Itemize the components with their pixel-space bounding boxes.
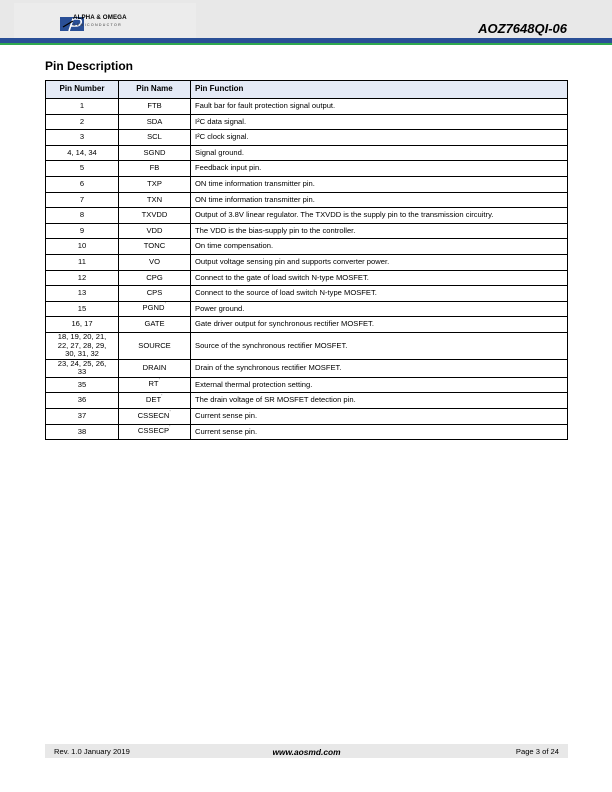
page-footer bbox=[45, 744, 568, 758]
pin-number-cell: 15 bbox=[46, 301, 119, 317]
pin-number-cell: 36 bbox=[46, 393, 119, 409]
pin-function-cell: Feedback input pin. bbox=[191, 161, 568, 177]
table-row bbox=[46, 377, 568, 393]
table-row bbox=[46, 409, 568, 425]
pin-name-cell: VO bbox=[119, 254, 191, 270]
pin-name-cell: VDD bbox=[119, 223, 191, 239]
pin-number-cell: 8 bbox=[46, 208, 119, 224]
pin-name-cell: TONC bbox=[119, 239, 191, 255]
table-row bbox=[46, 254, 568, 270]
pin-function-cell: I²C clock signal. bbox=[191, 130, 568, 146]
pin-function-cell: External thermal protection setting. bbox=[191, 377, 568, 393]
pin-number-cell: 23, 24, 25, 26, 33 bbox=[46, 359, 119, 377]
company-name: ALPHA & OMEGA bbox=[73, 14, 127, 21]
pin-name-cell: SGND bbox=[119, 145, 191, 161]
pin-name-cell: SOURCE bbox=[119, 332, 191, 359]
pin-number-cell: 38 bbox=[46, 424, 119, 440]
pin-number-cell: 10 bbox=[46, 239, 119, 255]
pin-number-cell: 12 bbox=[46, 270, 119, 286]
page-header bbox=[0, 0, 612, 38]
pin-function-cell: ON time information transmitter pin. bbox=[191, 176, 568, 192]
pin-name-cell: GATE bbox=[119, 317, 191, 333]
pin-name-cell: SDA bbox=[119, 114, 191, 130]
pin-number-cell: 2 bbox=[46, 114, 119, 130]
website-link[interactable]: www.aosmd.com bbox=[272, 746, 341, 757]
pin-function-cell: Output voltage sensing pin and supports converter power. bbox=[191, 254, 568, 270]
pin-function-cell: Power ground. bbox=[191, 301, 568, 317]
pin-name-cell: CPS bbox=[119, 286, 191, 302]
pin-number-cell: 5 bbox=[46, 161, 119, 177]
pin-name-cell: TXP bbox=[119, 176, 191, 192]
table-header-row bbox=[46, 81, 568, 99]
pin-number-cell: 35 bbox=[46, 377, 119, 393]
table-row bbox=[46, 424, 568, 440]
table-row bbox=[46, 192, 568, 208]
column-header-pin-name: Pin Name bbox=[119, 81, 191, 99]
table-row bbox=[46, 301, 568, 317]
table-row bbox=[46, 359, 568, 377]
company-subtitle: SEMICONDUCTOR bbox=[73, 23, 122, 27]
pin-name-cell: FB bbox=[119, 161, 191, 177]
pin-function-cell: Gate driver output for synchronous rectifier MOSFET. bbox=[191, 317, 568, 333]
pin-function-cell: Current sense pin. bbox=[191, 424, 568, 440]
table-row bbox=[46, 239, 568, 255]
pin-name-cell: CSSECN ˙ bbox=[119, 409, 191, 425]
pin-name-cell: PGND ˙ bbox=[119, 301, 191, 317]
pin-name-cell: DRAIN bbox=[119, 359, 191, 377]
pin-name-cell: TXVDD bbox=[119, 208, 191, 224]
pin-number-cell: 11 bbox=[46, 254, 119, 270]
pin-number-cell: 16, 17 bbox=[46, 317, 119, 333]
page-number: Page 3 of 24 bbox=[515, 747, 559, 756]
pin-name-cell: RT ˙ bbox=[119, 377, 191, 393]
pin-function-cell: On time compensation. bbox=[191, 239, 568, 255]
pin-name-cell: SCL bbox=[119, 130, 191, 146]
table-row bbox=[46, 145, 568, 161]
pin-name-cell: CPG bbox=[119, 270, 191, 286]
pin-number-cell: 13 bbox=[46, 286, 119, 302]
table-row bbox=[46, 99, 568, 115]
pin-function-cell: Signal ground. bbox=[191, 145, 568, 161]
section-title: Pin Description bbox=[45, 59, 134, 73]
pin-function-cell: Connect to the gate of load switch N-type MOSFET. bbox=[191, 270, 568, 286]
table-row bbox=[46, 286, 568, 302]
column-header-pin-function: Pin Function bbox=[191, 81, 568, 99]
document-id: AOZ7648QI-06 bbox=[478, 21, 567, 36]
column-header-pin-number: Pin Number bbox=[46, 81, 119, 99]
pin-function-cell: Source of the synchronous rectifier MOSFET. bbox=[191, 332, 568, 359]
pin-function-cell: The drain voltage of SR MOSFET detection pin. bbox=[191, 393, 568, 409]
table-row bbox=[46, 130, 568, 146]
pin-function-cell: Connect to the source of load switch N-type MOSFET. bbox=[191, 286, 568, 302]
table-row bbox=[46, 270, 568, 286]
pin-number-cell: 6 bbox=[46, 176, 119, 192]
pin-number-cell: 18, 19, 20, 21, 22, 27, 28, 29, 30, 31, 32 bbox=[46, 332, 119, 359]
revision-text: Rev. 1.0 January 2019 bbox=[54, 747, 130, 756]
table-row bbox=[46, 176, 568, 192]
pin-function-cell: Output of 3.8V linear regulator. The TXVDD is the supply pin to the transmission circuitry. bbox=[191, 208, 568, 224]
pin-function-cell: Fault bar for fault protection signal output. bbox=[191, 99, 568, 115]
table-row bbox=[46, 223, 568, 239]
pin-function-cell: The VDD is the bias-supply pin to the controller. bbox=[191, 223, 568, 239]
pin-name-cell: TXN bbox=[119, 192, 191, 208]
table-row bbox=[46, 161, 568, 177]
pin-number-cell: 7 bbox=[46, 192, 119, 208]
table-row bbox=[46, 208, 568, 224]
table-row bbox=[46, 114, 568, 130]
pin-number-cell: 37 bbox=[46, 409, 119, 425]
pin-name-cell: CSSECP ˙ bbox=[119, 424, 191, 440]
pin-name-cell: FTB bbox=[119, 99, 191, 115]
table-row bbox=[46, 332, 568, 359]
pin-function-cell: Drain of the synchronous rectifier MOSFET. bbox=[191, 359, 568, 377]
pin-function-cell: ON time information transmitter pin. bbox=[191, 192, 568, 208]
table-row bbox=[46, 393, 568, 409]
pin-number-cell: 9 bbox=[46, 223, 119, 239]
pin-name-cell: DET ˙ bbox=[119, 393, 191, 409]
pin-description-table bbox=[45, 80, 568, 440]
table-row bbox=[46, 317, 568, 333]
pin-number-cell: 3 bbox=[46, 130, 119, 146]
pin-number-cell: 1 bbox=[46, 99, 119, 115]
pin-function-cell: I²C data signal. bbox=[191, 114, 568, 130]
pin-function-cell: Current sense pin. bbox=[191, 409, 568, 425]
pin-number-cell: 4, 14, 34 bbox=[46, 145, 119, 161]
header-rule-green bbox=[0, 43, 612, 45]
